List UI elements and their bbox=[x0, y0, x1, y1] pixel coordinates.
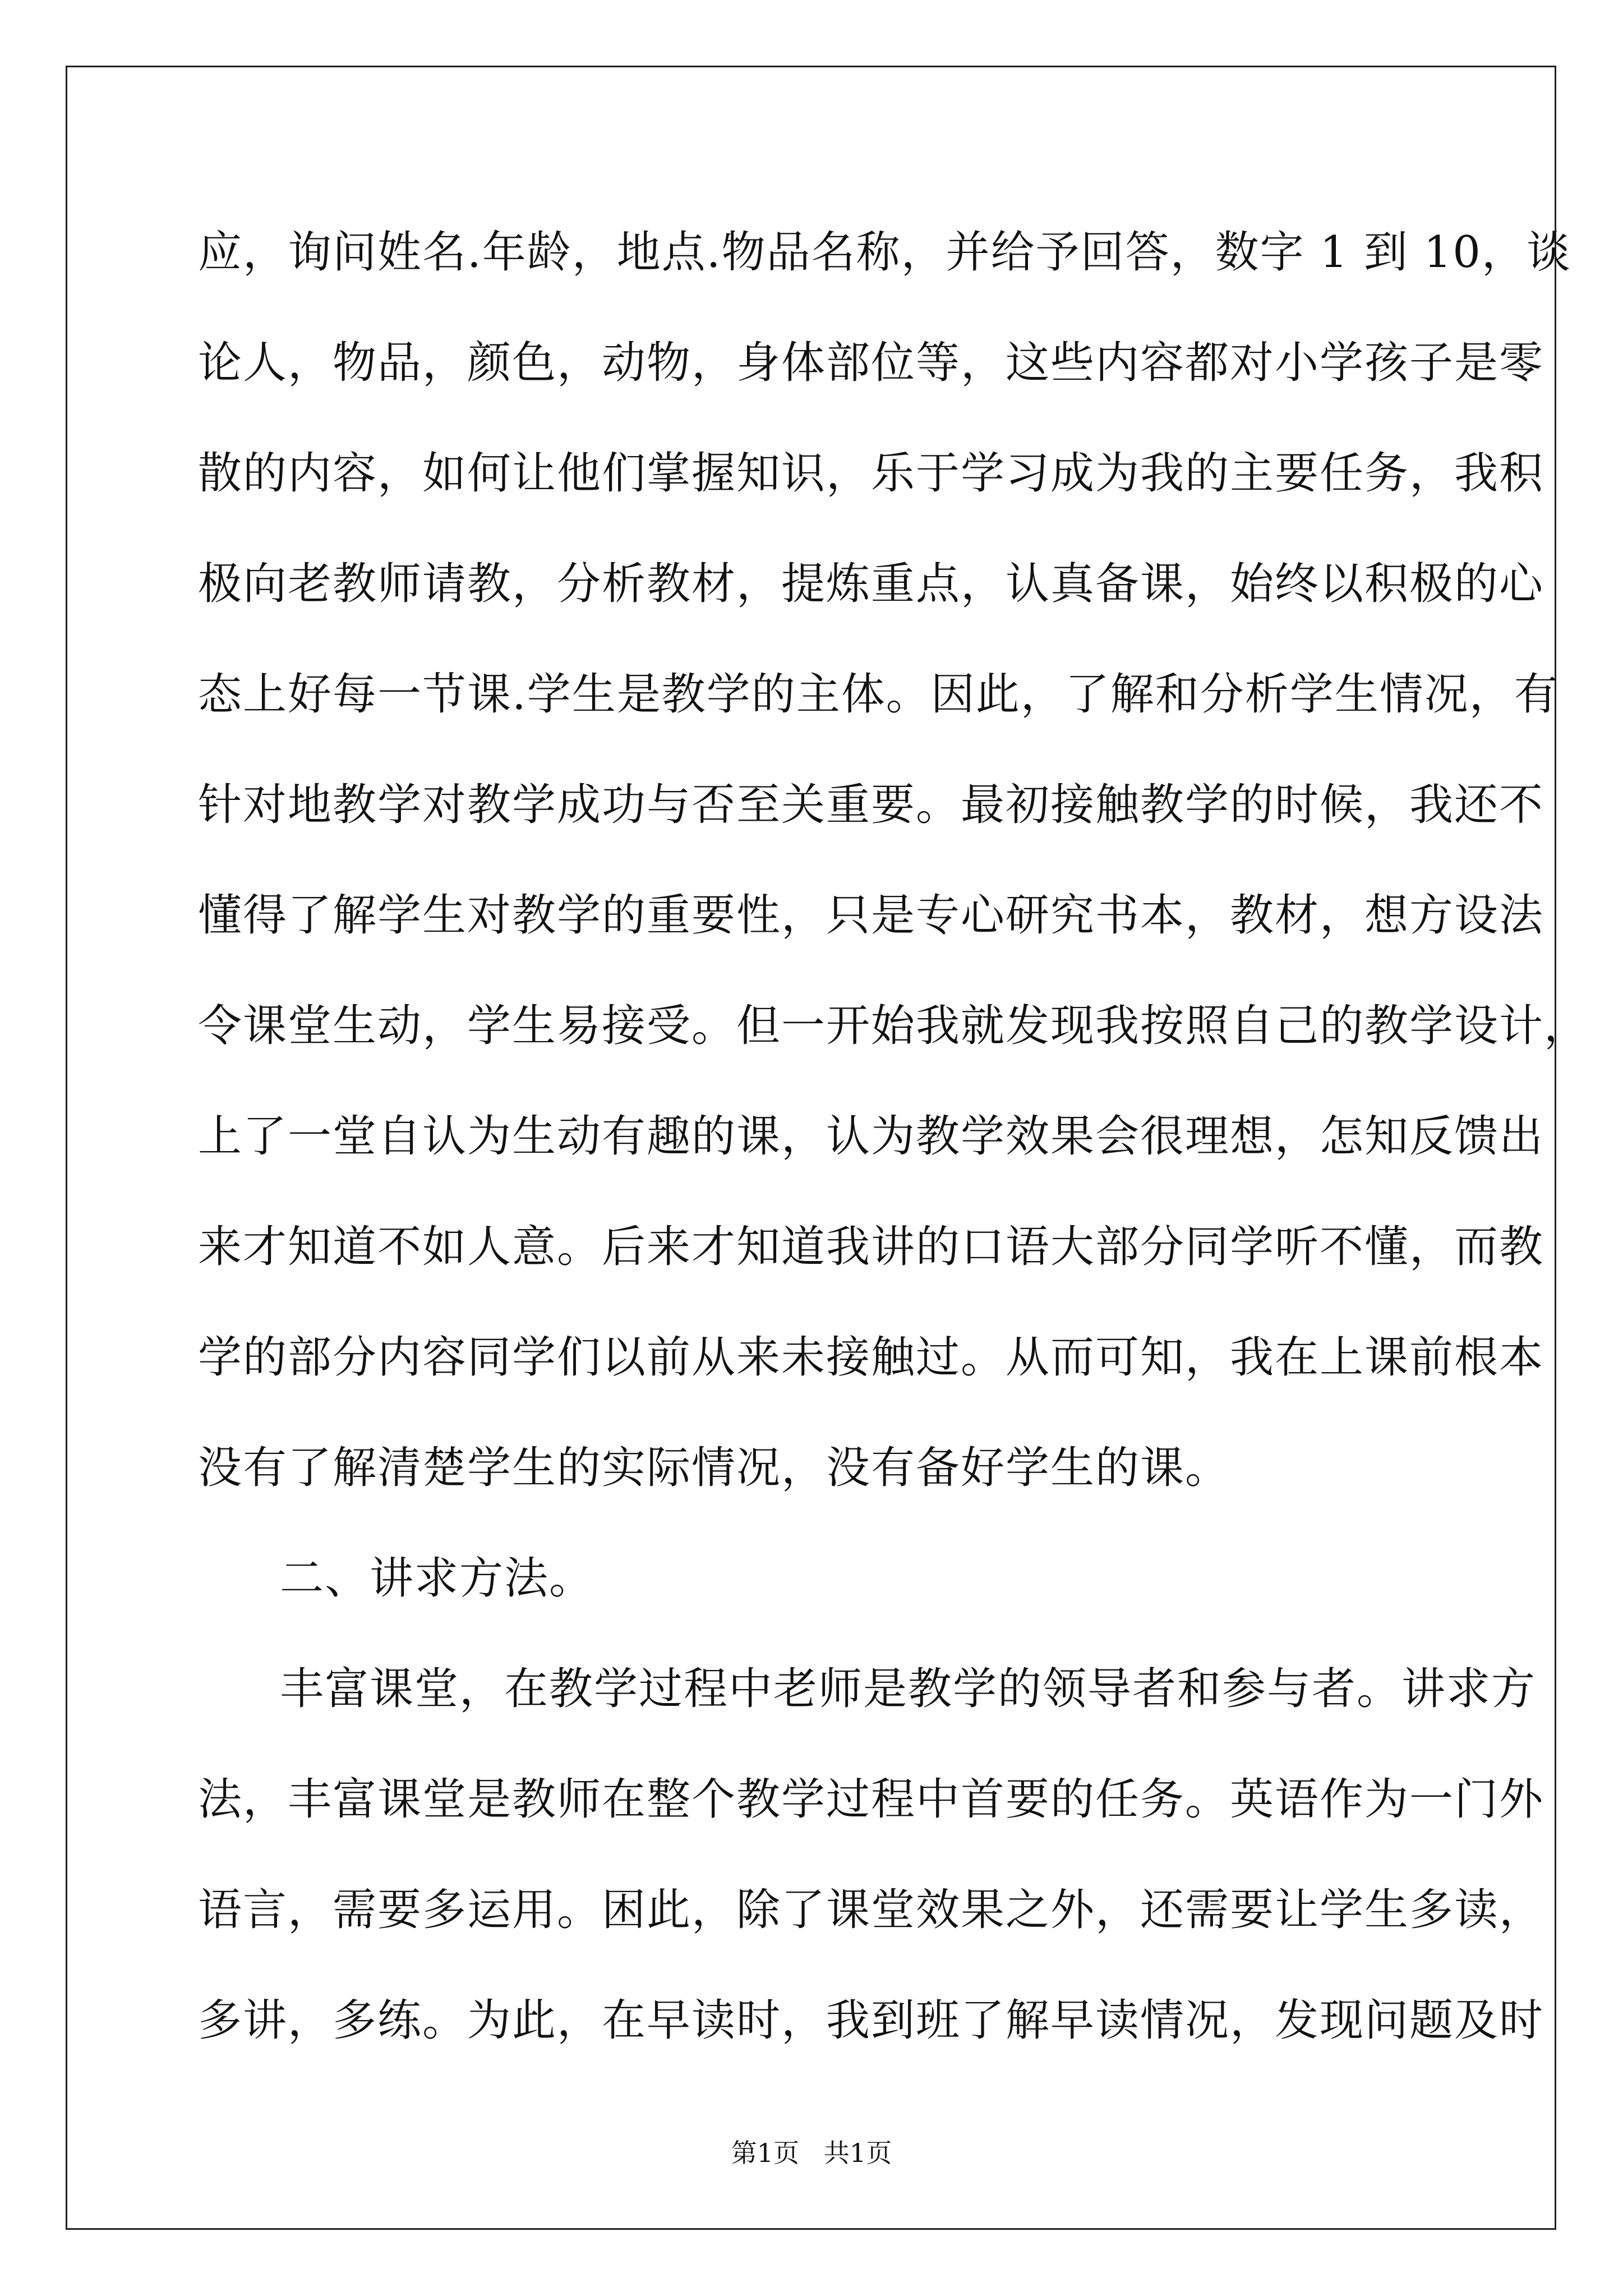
text-line: 法，丰富课堂是教师在整个教学过程中首要的任务。英语作为一门外 bbox=[198, 1774, 1544, 1825]
text-line: 针对地教学对教学成功与否至关重要。最初接触教学的时候，我还不 bbox=[198, 780, 1544, 830]
text-line: 上了一堂自认为生动有趣的课，认为教学效果会很理想，怎知反馈出 bbox=[198, 1111, 1544, 1162]
text-line: 令课堂生动，学生易接受。但一开始我就发现我按照自己的教学设计， bbox=[198, 1001, 1589, 1051]
section-heading: 二、讲求方法。 bbox=[280, 1553, 594, 1604]
text-line: 丰富课堂，在教学过程中老师是教学的领导者和参与者。讲求方 bbox=[280, 1664, 1537, 1714]
text-line: 学的部分内容同学们以前从来未接触过。从而可知，我在上课前根本 bbox=[198, 1332, 1544, 1383]
text-line: 极向老教师请教，分析教材，提炼重点，认真备课，始终以积极的心 bbox=[198, 559, 1544, 609]
text-line: 语言，需要多运用。困此，除了课堂效果之外，还需要让学生多读， bbox=[198, 1885, 1544, 1935]
page-footer: 第1页 共1页 bbox=[731, 2138, 892, 2168]
document-body bbox=[198, 222, 1589, 2100]
text-line: 态上好每一节课.学生是教学的主体。因此，了解和分析学生情况，有 bbox=[198, 669, 1559, 720]
text-line: 应，询问姓名.年龄，地点.物品名称，并给予回答，数字 1 到 10，谈 bbox=[198, 227, 1571, 278]
text-line: 没有了解清楚学生的实际情况，没有备好学生的课。 bbox=[198, 1443, 1230, 1493]
text-line: 散的内容，如何让他们掌握知识，乐于学习成为我的主要任务，我积 bbox=[198, 448, 1544, 499]
text-line: 论人，物品，颜色，动物，身体部位等，这些内容都对小学孩子是零 bbox=[198, 338, 1544, 388]
text-line: 多讲，多练。为此，在早读时，我到班了解早读情况，发现问题及时 bbox=[198, 1995, 1544, 2046]
text-line: 来才知道不如人意。后来才知道我讲的口语大部分同学听不懂，而教 bbox=[198, 1222, 1544, 1272]
text-line: 懂得了解学生对教学的重要性，只是专心研究书本，教材，想方设法 bbox=[198, 890, 1544, 941]
